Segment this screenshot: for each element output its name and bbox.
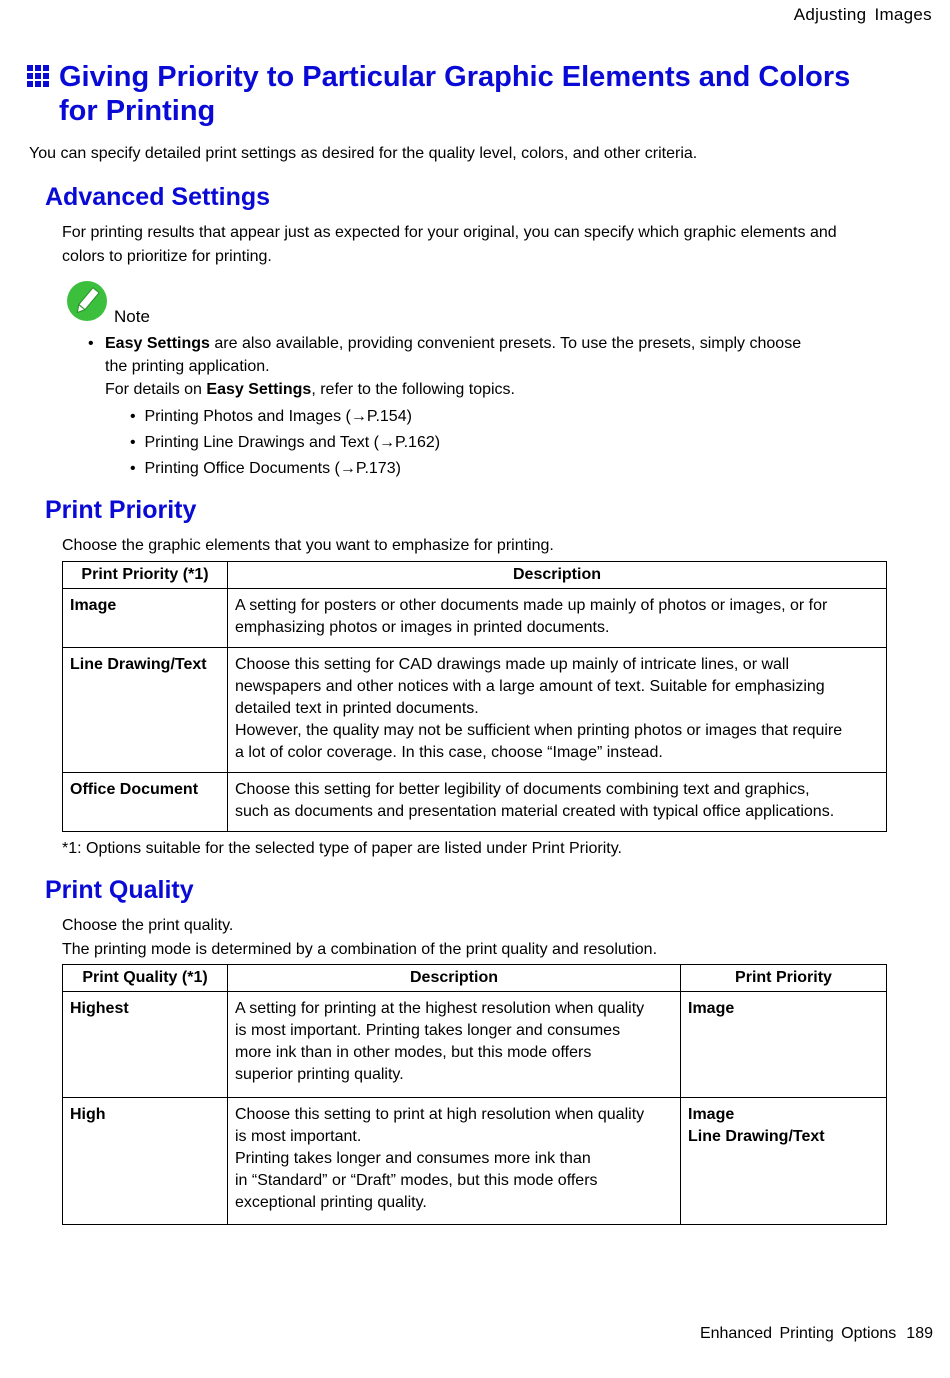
desc-line: such as documents and presentation material created with typical office applications.: [235, 803, 835, 820]
para-line: colors to prioritize for printing.: [62, 248, 272, 265]
footnote: *1: Options suitable for the selected type of paper are listed under Print Priority.: [62, 840, 622, 857]
print-quality-table: [62, 964, 887, 1225]
desc-line: in “Standard” or “Draft” modes, but this mode offers: [235, 1172, 598, 1189]
quality-name: Highest: [63, 992, 228, 1098]
topic-list: [130, 405, 440, 483]
title-line-1: Giving Priority to Particular Graphic Elements and Colors: [59, 61, 851, 93]
table-row: [63, 773, 887, 832]
priority-name: Line Drawing/Text: [63, 648, 228, 773]
column-header: Print Priority (*1): [63, 562, 228, 589]
bullet-dot: •: [130, 434, 136, 451]
bullet-dot: •: [88, 335, 94, 352]
topic-item[interactable]: [130, 405, 440, 431]
desc-line: A setting for printing at the highest resolution when quality: [235, 1000, 645, 1017]
quality-name: High: [63, 1098, 228, 1225]
topic-link[interactable]: Printing Office Documents (→P.173): [144, 460, 401, 477]
advanced-settings-paragraph: [62, 221, 892, 269]
print-quality-intro: [62, 914, 892, 962]
desc-line: superior printing quality.: [235, 1066, 404, 1083]
print-priority-heading: Print Priority: [45, 496, 197, 524]
grid-icon: [27, 65, 53, 87]
desc-line: is most important.: [235, 1128, 362, 1145]
print-priority-table: [62, 561, 887, 832]
desc-line: Choose this setting for CAD drawings made up mainly of intricate lines, or wall: [235, 656, 790, 673]
desc-line: a lot of color coverage. In this case, choose “Image” instead.: [235, 744, 663, 761]
details-text: For details on: [105, 381, 207, 398]
desc-line: Choose this setting for better legibility of documents combining text and graphics,: [235, 781, 810, 798]
details-text: , refer to the following topics.: [311, 381, 515, 398]
priority-line: Image: [688, 1000, 735, 1017]
page-number: 189: [906, 1325, 933, 1342]
intro-line: Choose the print quality.: [62, 917, 234, 934]
priority-description: [228, 773, 887, 832]
print-priority-intro: Choose the graphic elements that you want to emphasize for printing.: [62, 537, 554, 554]
bullet-text: are also available, providing convenient presets. To use the presets, simply choose: [209, 335, 802, 352]
footer-section: Enhanced Printing Options: [699, 1325, 897, 1342]
priority-description: [228, 648, 887, 773]
desc-line: Printing takes longer and consumes more ink than: [235, 1150, 591, 1167]
intro-line: The printing mode is determined by a combination of the print quality and resolution.: [62, 941, 658, 958]
desc-line: more ink than in other modes, but this mode offers: [235, 1044, 592, 1061]
table-row: [63, 589, 887, 648]
desc-line: exceptional printing quality.: [235, 1194, 427, 1211]
easy-settings-bold: Easy Settings: [206, 381, 312, 398]
priority-line: Line Drawing/Text: [688, 1128, 825, 1145]
table-row: [63, 1098, 887, 1225]
desc-line: A setting for posters or other documents made up mainly of photos or images, or for: [235, 597, 828, 614]
page-title: [27, 60, 907, 128]
quality-description: [228, 992, 681, 1098]
page-footer: [700, 1325, 933, 1343]
column-header: Description: [228, 562, 887, 589]
priority-name: Office Document: [63, 773, 228, 832]
desc-line: Choose this setting to print at high resolution when quality: [235, 1106, 645, 1123]
table-header-row: [63, 562, 887, 589]
pencil-note-icon: [66, 280, 108, 322]
print-quality-heading: Print Quality: [45, 876, 194, 904]
quality-priority: [681, 1098, 887, 1225]
bullet-dot: •: [130, 460, 136, 477]
bullet-text: the printing application.: [105, 358, 270, 375]
para-line: For printing results that appear just as expected for your original, you can specify which graphic elements and: [62, 224, 837, 241]
priority-description: [228, 589, 887, 648]
quality-priority: [681, 992, 887, 1098]
table-row: [63, 648, 887, 773]
topic-item[interactable]: [130, 431, 440, 457]
priority-name: Image: [63, 589, 228, 648]
running-head: Adjusting Images: [793, 5, 932, 24]
lead-paragraph: You can specify detailed print settings as desired for the quality level, colors, and other criteria.: [29, 145, 698, 162]
topic-link[interactable]: Printing Photos and Images (→P.154): [144, 408, 412, 425]
column-header: Print Quality (*1): [63, 965, 228, 992]
quality-description: [228, 1098, 681, 1225]
topic-link[interactable]: Printing Line Drawings and Text (→P.162): [144, 434, 441, 451]
easy-settings-bold: Easy Settings: [105, 335, 210, 352]
priority-line: Image: [688, 1106, 735, 1123]
note-label: Note: [114, 307, 150, 326]
column-header: Print Priority: [681, 965, 887, 992]
desc-line: is most important. Printing takes longer and consumes: [235, 1022, 621, 1039]
advanced-settings-heading: Advanced Settings: [45, 183, 271, 211]
title-line-2: for Printing: [59, 95, 216, 127]
desc-line: emphasizing photos or images in printed documents.: [235, 619, 610, 636]
bullet-dot: •: [130, 408, 136, 425]
desc-line: However, the quality may not be sufficient when printing photos or images that require: [235, 722, 843, 739]
desc-line: newspapers and other notices with a large amount of text. Suitable for emphasizing: [235, 678, 825, 695]
note-bullet: [88, 332, 801, 401]
table-row: [63, 992, 887, 1098]
column-header: Description: [228, 965, 681, 992]
topic-item[interactable]: [130, 457, 440, 483]
desc-line: detailed text in printed documents.: [235, 700, 479, 717]
table-header-row: [63, 965, 887, 992]
